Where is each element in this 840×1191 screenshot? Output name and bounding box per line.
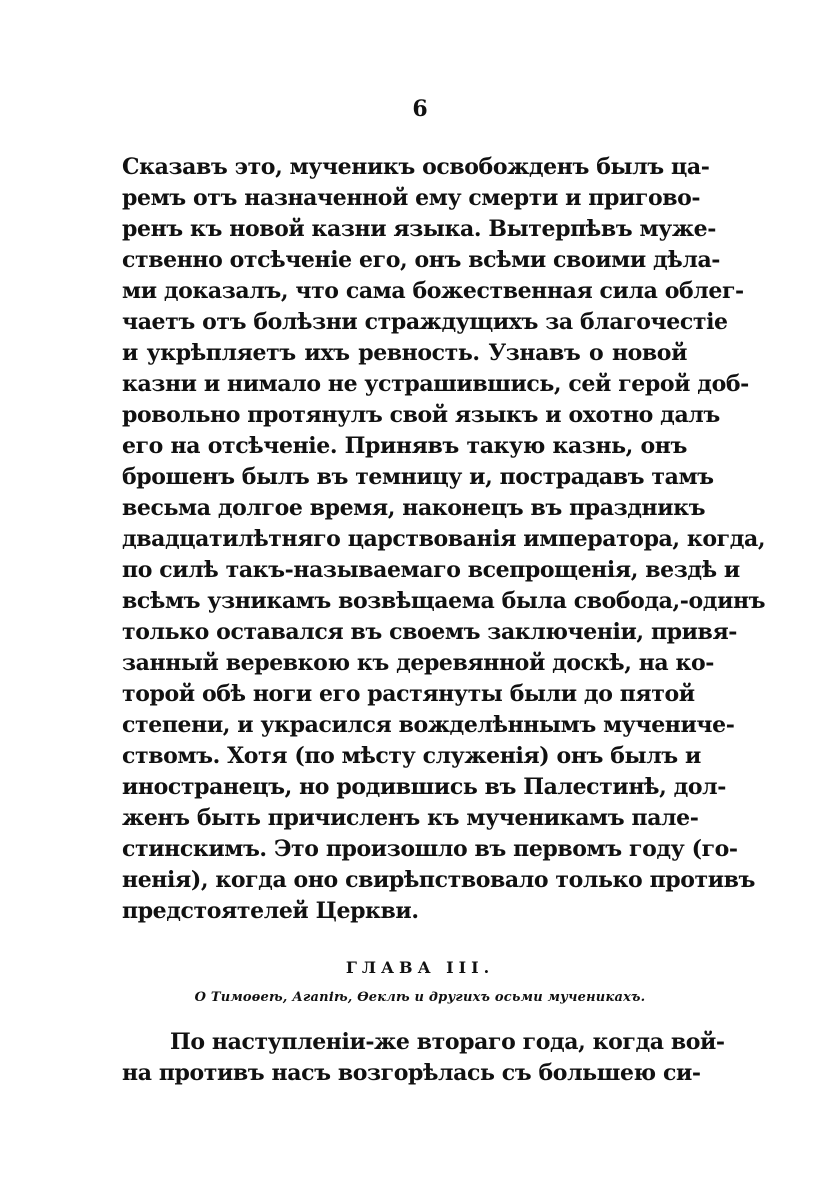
text-line: иностранецъ, но родившись въ Палестинѣ, дол- — [122, 774, 726, 800]
text-line: женъ быть причисленъ къ мученикамъ пале- — [122, 805, 699, 831]
text-line: ровольно протянулъ свой языкъ и охотно далъ — [122, 402, 720, 428]
text-line: чаетъ отъ болѣзни страждущихъ за благочестіе — [122, 309, 728, 335]
paragraph-2 — [122, 1027, 725, 1089]
text-line: ненія), когда оно свирѣпствовало только противъ — [122, 867, 756, 893]
text-line: и укрѣпляетъ ихъ ревность. Узнавъ о новой — [122, 340, 687, 366]
text-line: ствомъ. Хотя (по мѣсту служенія) онъ былъ и — [122, 743, 701, 769]
page-number: 6 — [412, 96, 428, 122]
text-line: торой обѣ ноги его растянуты были до пятой — [122, 681, 695, 707]
text-line: ми доказалъ, что сама божественная сила облег- — [122, 278, 744, 304]
chapter-heading: ГЛАВА III. — [345, 958, 495, 977]
text-line: на противъ насъ возгорѣлась съ большею си- — [122, 1060, 701, 1086]
paragraph-1 — [122, 152, 766, 927]
text-line: предстоятелей Церкви. — [122, 898, 419, 924]
text-line: занный веревкою къ деревянной доскѣ, на ко- — [122, 650, 715, 676]
text-line: его на отсѣченіе. Принявъ такую казнь, онъ — [122, 433, 687, 459]
text-line: всѣмъ узникамъ возвѣщаема была свобода,-одинъ — [122, 588, 766, 614]
text-line: по силѣ такъ-называемаго всепрощенія, вездѣ и — [122, 557, 740, 583]
text-line: двадцатилѣтняго царствованія императора, когда, — [122, 526, 766, 552]
text-line: По наступленіи-же втораго года, когда вой- — [170, 1029, 725, 1055]
text-line: степени, и украсился вожделѣннымъ мучениче- — [122, 712, 735, 738]
text-line: ремъ отъ назначенной ему смерти и пригово- — [122, 185, 701, 211]
text-line: ренъ къ новой казни языка. Вытерпѣвъ муже- — [122, 216, 717, 242]
text-line: весьма долгое время, наконецъ въ праздникъ — [122, 495, 706, 521]
text-line: ственно отсѣченіе его, онъ всѣми своими дѣла- — [122, 247, 721, 273]
text-line: только оставался въ своемъ заключеніи, привя- — [122, 619, 738, 645]
text-line: стинскимъ. Это произошло въ первомъ году (го- — [122, 836, 738, 862]
text-line: Сказавъ это, мученикъ освобожденъ былъ ца- — [122, 154, 710, 180]
text-line: брошенъ былъ въ темницу и, пострадавъ тамъ — [122, 464, 714, 490]
text-line: казни и нимало не устрашившись, сей герой доб- — [122, 371, 749, 397]
chapter-subtitle: О Тимоѳеѣ, Агапіѣ, Ѳеклѣ и другихъ осьми мученикахъ. — [194, 990, 646, 1005]
